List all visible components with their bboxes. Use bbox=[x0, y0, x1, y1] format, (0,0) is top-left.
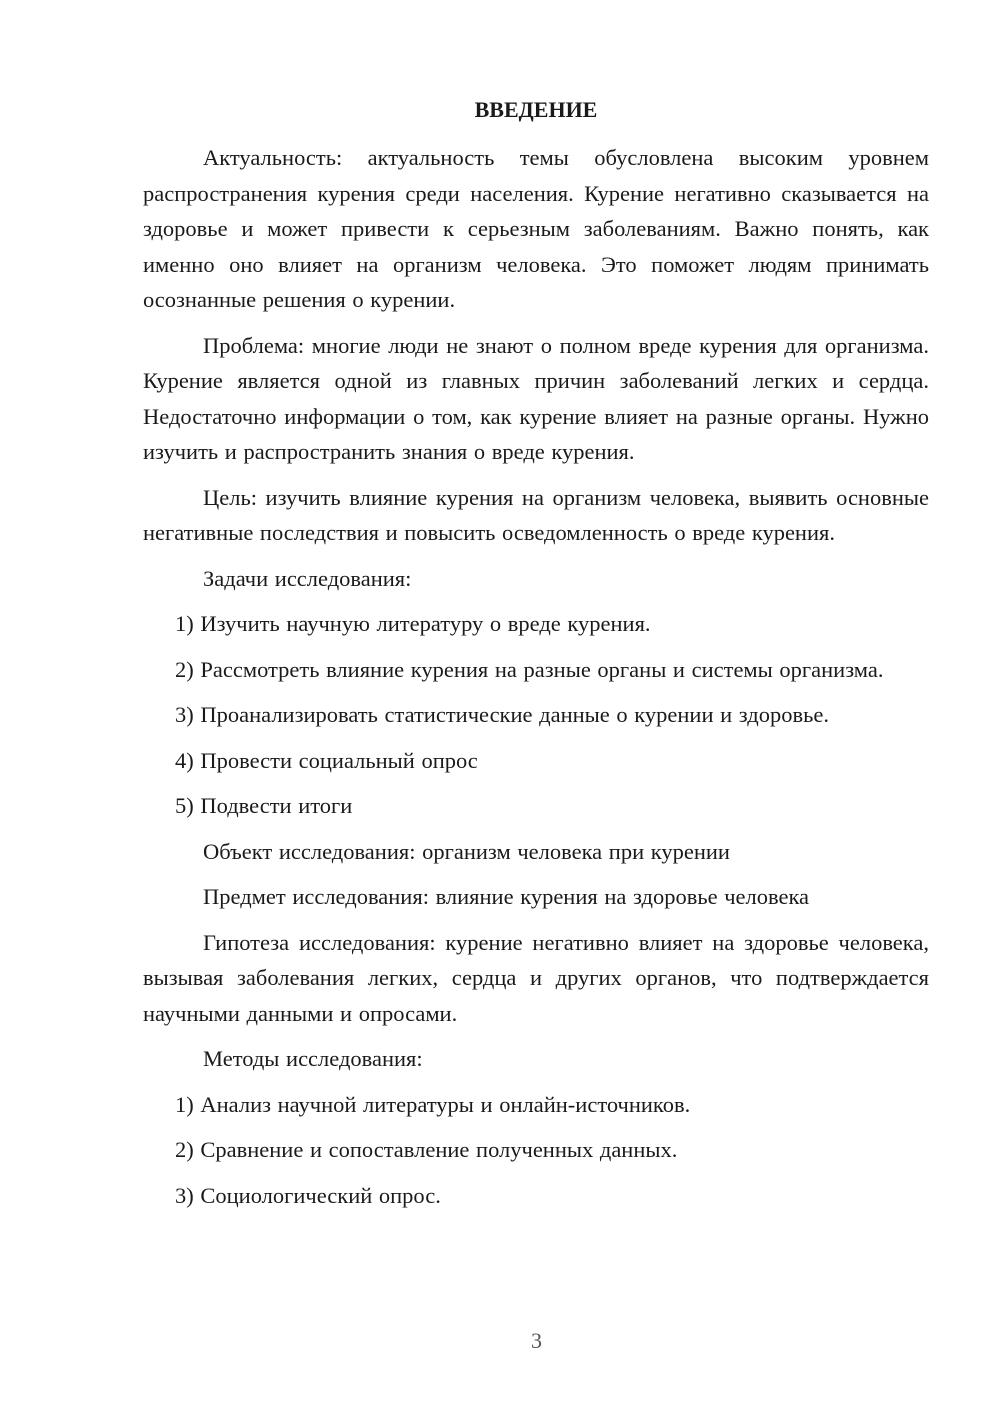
task-item-1: 1) Изучить научную литературу о вреде курения. bbox=[175, 611, 651, 636]
methods-title: Методы исследования: bbox=[203, 1046, 423, 1071]
task-item-4: 4) Провести социальный опрос bbox=[175, 747, 478, 773]
object-paragraph: Объект исследования: организм человека при курении bbox=[203, 838, 730, 864]
hypothesis-paragraph: Гипотеза исследования: курение негативно влияет на здоровье человека, вызывая заболевания легких, сердца и других органов, что подтверждается научными данными и опросами. bbox=[143, 929, 929, 1026]
subject-paragraph: Предмет исследования: влияние курения на здоровье человека bbox=[203, 884, 810, 909]
tasks-title: Задачи исследования: bbox=[203, 565, 412, 591]
task-item-3: 3) Проанализировать статистические данные о курении и здоровье. bbox=[175, 702, 829, 727]
page-title: ВВЕДЕНИЕ bbox=[474, 97, 598, 122]
page-number: 3 bbox=[531, 1328, 542, 1353]
method-item-2: 2) Сравнение и сопоставление полученных данных. bbox=[175, 1137, 678, 1162]
task-item-2: 2) Рассмотреть влияние курения на разные органы и системы организма. bbox=[175, 656, 884, 682]
goal-paragraph: Цель: изучить влияние курения на организм человека, выявить основные негативные последствия и повысить осведомленность о вреде курения. bbox=[143, 484, 929, 545]
page-content bbox=[143, 92, 929, 1213]
method-item-3: 3) Социологический опрос. bbox=[175, 1182, 441, 1208]
problem-paragraph: Проблема: многие люди не знают о полном вреде курения для организма. Курение является одной из главных причин заболеваний легких и сердца. Недостаточно информации о том, как курение влияет на разные органы. Нужно изучить и распространить знания о вреде курения. bbox=[143, 332, 929, 464]
relevance-paragraph: Актуальность: актуальность темы обусловлена высоким уровнем распространения курения среди населения. Курение негативно сказывается на здоровье и может привести к серьезным заболеваниям. Важно понять, как именно оно влияет на организм человека. Это поможет людям принимать осознанные решения о курении. bbox=[143, 145, 929, 312]
method-item-1: 1) Анализ научной литературы и онлайн-источников. bbox=[175, 1091, 691, 1117]
task-item-5: 5) Подвести итоги bbox=[175, 793, 353, 818]
